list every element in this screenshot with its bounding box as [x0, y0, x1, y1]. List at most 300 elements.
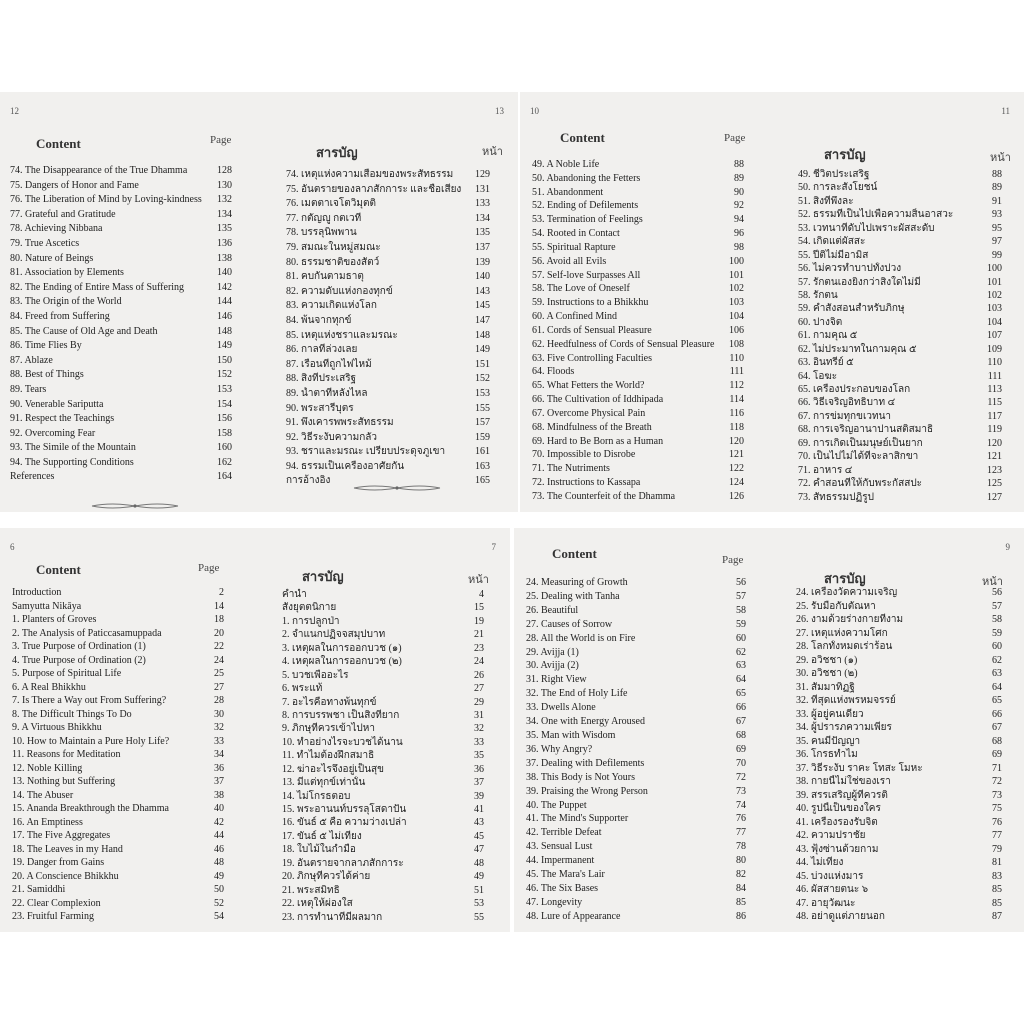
contents-entry — [796, 843, 1002, 857]
contents-entry — [12, 586, 224, 600]
entry-page-number: 80 — [736, 855, 746, 867]
entry-title: 43. Sensual Lust — [526, 841, 593, 853]
entry-page-number: 123 — [987, 464, 1002, 476]
contents-entry — [10, 398, 232, 413]
contents-entry — [282, 696, 484, 709]
entry-page-number: 113 — [987, 384, 1002, 395]
entry-title: 52. ธรรมที่เป็นไปเพื่อความสิ้นอาสวะ — [798, 209, 954, 221]
contents-entry — [10, 295, 232, 310]
entry-title: 9. A Virtuous Bhikkhu — [12, 722, 102, 734]
entry-page-number: 23 — [474, 642, 484, 654]
entry-page-number: 88 — [734, 159, 744, 170]
entry-title: 26. งามด้วยร่างกายที่งาม — [796, 614, 904, 626]
entry-page-number: 101 — [729, 269, 744, 281]
contents-entry — [286, 270, 490, 285]
entry-title: 73. The Counterfeit of the Dhamma — [532, 490, 676, 502]
entry-title: 7. Is There a Way out From Suffering? — [12, 695, 167, 707]
entry-page-number: 48 — [214, 857, 224, 869]
contents-entry — [798, 195, 1002, 208]
contents-entry — [286, 460, 490, 475]
entry-page-number: 124 — [729, 477, 744, 489]
contents-entry — [12, 775, 224, 789]
entry-title: 72. คำสอนที่ให้กับพระกัสสปะ — [798, 478, 923, 490]
contents-entry — [532, 269, 744, 283]
contents-entry — [532, 241, 744, 255]
contents-entry — [526, 799, 746, 813]
ornament-divider-icon — [90, 502, 180, 510]
entry-title: 9. ภิกษุที่ควรเข้าไปหา — [282, 723, 375, 735]
contents-entry — [526, 757, 746, 771]
entry-title: 78. บรรลุนิพพาน — [286, 227, 357, 239]
entry-title: 6. A Real Bhikkhu — [12, 681, 86, 693]
entry-page-number: 111 — [987, 370, 1002, 382]
contents-entry — [532, 296, 744, 310]
contents-entry — [532, 310, 744, 324]
entry-page-number: 82 — [736, 869, 746, 881]
entry-title: 63. Five Controlling Faculties — [532, 352, 652, 364]
contents-entry — [798, 410, 1002, 423]
entry-title: 85. The Cause of Old Age and Death — [10, 325, 158, 337]
entry-title: 2. The Analysis of Paticcasamuppada — [12, 627, 162, 639]
entry-page-number: 69 — [736, 743, 746, 755]
contents-entry — [796, 708, 1002, 722]
contents-entry — [798, 302, 1002, 315]
entry-page-number: 58 — [992, 614, 1002, 626]
entry-page-number: 155 — [475, 402, 490, 414]
contents-list — [12, 586, 224, 924]
contents-entry — [286, 285, 490, 300]
entry-page-number: 81 — [992, 857, 1002, 869]
contents-entry — [12, 897, 224, 911]
contents-entry — [12, 654, 224, 668]
entry-page-number: 65 — [992, 695, 1002, 707]
contents-entry — [282, 722, 484, 735]
entry-title: 27. เหตุแห่งความโศก — [796, 627, 888, 639]
entry-title: 38. กายนี้ไม่ใช่ของเรา — [796, 776, 891, 788]
contents-entry — [10, 441, 232, 456]
contents-heading: Content — [560, 130, 605, 145]
entry-title: 21. พระสมิทธิ — [282, 884, 340, 896]
entry-title: 78. Achieving Nibbana — [10, 223, 103, 235]
contents-entry — [796, 654, 1002, 668]
entry-title: 7. อะไรคือทางพ้นทุกข์ — [282, 696, 377, 708]
entry-page-number: 103 — [729, 297, 744, 309]
contents-entry — [12, 870, 224, 884]
book-page-13 — [252, 92, 518, 512]
contents-entry — [286, 358, 490, 373]
page-column-label: Page — [198, 562, 220, 574]
entry-title: 49. A Noble Life — [532, 159, 600, 170]
book-page-10 — [520, 92, 764, 512]
entry-page-number: 27 — [474, 683, 484, 695]
contents-entry — [286, 241, 490, 256]
page-column-label: หน้า — [990, 152, 1011, 164]
entry-page-number: 152 — [475, 373, 490, 385]
entry-title: 25. Dealing with Tanha — [526, 590, 620, 602]
entry-title: 71. อาหาร ๔ — [798, 464, 853, 476]
entry-page-number: 72 — [992, 776, 1002, 788]
entry-title: 17. ขันธ์ ๕ ไม่เที่ยง — [282, 830, 362, 842]
contents-entry — [796, 586, 1002, 600]
entry-title: 86. กาลที่ล่วงเลย — [286, 344, 358, 356]
page-column-label: Page — [210, 134, 232, 146]
entry-title: 76. เมตตาเจโตวิมุตติ — [286, 198, 376, 210]
contents-entry — [282, 709, 484, 722]
entry-page-number: 56 — [992, 587, 1002, 598]
entry-title: 64. โอฆะ — [798, 370, 838, 382]
contents-entry — [526, 743, 746, 757]
contents-entry — [532, 448, 744, 462]
contents-entry — [532, 282, 744, 296]
entry-page-number: 32 — [214, 722, 224, 734]
contents-entry — [282, 682, 484, 695]
entry-page-number: 127 — [987, 491, 1002, 503]
contents-entry — [798, 370, 1002, 383]
entry-title: 5. Purpose of Spiritual Life — [12, 668, 122, 680]
contents-entry — [286, 226, 490, 241]
entry-page-number: 140 — [217, 267, 232, 279]
entry-title: 69. Hard to Be Born as a Human — [532, 435, 664, 447]
entry-title: 25. รับมือกับตัณหา — [796, 600, 876, 612]
entry-title: 10. How to Maintain a Pure Holy Life? — [12, 735, 170, 747]
entry-page-number: 144 — [217, 296, 232, 308]
entry-page-number: 68 — [992, 735, 1002, 747]
entry-title: 34. One with Energy Aroused — [526, 716, 645, 728]
contents-entry — [798, 437, 1002, 450]
entry-page-number: 57 — [736, 590, 746, 602]
contents-list — [798, 168, 1002, 504]
entry-page-number: 59 — [992, 627, 1002, 639]
entry-page-number: 57 — [992, 600, 1002, 612]
entry-page-number: 37 — [474, 777, 484, 789]
contents-entry — [796, 775, 1002, 789]
entry-page-number: 55 — [474, 911, 484, 923]
contents-entry — [282, 884, 484, 897]
entry-title: 75. อันตรายของลาภสักการะ และชื่อเสียง — [286, 183, 462, 195]
entry-title: 45. The Mara's Lair — [526, 869, 605, 881]
entry-title: 84. Freed from Suffering — [10, 310, 110, 322]
entry-page-number: 104 — [729, 311, 744, 323]
entry-title: 53. Termination of Feelings — [532, 214, 643, 226]
page-number: 9 — [1005, 542, 1010, 552]
entry-title: 15. พระอานนท์บรรลุโสดาปัน — [282, 804, 407, 815]
entry-page-number: 121 — [729, 449, 744, 461]
entry-title: 82. ความดับแห่งกองทุกข์ — [286, 285, 393, 297]
entry-title: 54. Rooted in Contact — [532, 228, 620, 240]
contents-entry — [282, 843, 484, 856]
entry-page-number: 70 — [736, 757, 746, 769]
entry-title: 48. Lure of Appearance — [526, 910, 621, 922]
entry-page-number: 62 — [736, 646, 746, 658]
entry-title: 32. ที่สุดแห่งพรหมจรรย์ — [796, 695, 896, 707]
entry-page-number: 4 — [479, 589, 484, 600]
contents-entry — [12, 829, 224, 843]
entry-page-number: 125 — [987, 478, 1002, 490]
entry-title: 94. ธรรมเป็นเครื่องอาศัยกัน — [286, 460, 405, 472]
contents-entry — [12, 681, 224, 695]
entry-page-number: 41 — [474, 804, 484, 815]
entry-title: 56. Avoid all Evils — [532, 255, 607, 267]
contents-entry — [526, 604, 746, 618]
entry-title: 45. บ่วงแห่งมาร — [796, 870, 864, 882]
contents-entry — [12, 600, 224, 614]
contents-entry — [796, 870, 1002, 884]
entry-title: 19. Danger from Gains — [12, 857, 105, 869]
contents-entry — [526, 882, 746, 896]
entry-title: 93. ชราและมรณะ เปรียบประดุจภูเขา — [286, 446, 446, 458]
entry-title: 93. The Simile of the Mountain — [10, 442, 136, 454]
contents-entry — [798, 276, 1002, 289]
entry-page-number: 49 — [474, 871, 484, 883]
entry-page-number: 163 — [475, 460, 490, 472]
entry-page-number: 75 — [992, 803, 1002, 815]
entry-page-number: 100 — [987, 263, 1002, 275]
contents-list — [796, 586, 1002, 924]
entry-page-number: 73 — [736, 785, 746, 797]
contents-entry — [10, 470, 232, 485]
contents-heading: Content — [36, 562, 81, 577]
entry-title: 44. ไม่เที่ยง — [796, 857, 844, 869]
entry-title: 58. The Love of Oneself — [532, 283, 630, 295]
book-page-12 — [0, 92, 252, 512]
entry-title: 47. Longevity — [526, 896, 583, 908]
entry-page-number: 44 — [214, 830, 224, 842]
entry-title: 26. Beautiful — [526, 604, 579, 616]
entry-page-number: 122 — [729, 463, 744, 475]
entry-title: Samyutta Nikāya — [12, 600, 82, 612]
entry-page-number: 109 — [987, 343, 1002, 355]
entry-page-number: 102 — [729, 283, 744, 295]
entry-title: 11. Reasons for Meditation — [12, 749, 121, 761]
contents-entry — [796, 640, 1002, 654]
entry-page-number: 27 — [214, 681, 224, 693]
entry-page-number: 28 — [214, 695, 224, 707]
entry-page-number: 85 — [736, 896, 746, 908]
entry-page-number: 153 — [475, 387, 490, 399]
contents-entry — [526, 715, 746, 729]
entry-page-number: 72 — [736, 771, 746, 783]
entry-title: 81. คบกันตามธาตุ — [286, 271, 364, 283]
entry-title: 39. Praising the Wrong Person — [526, 785, 648, 797]
entry-title: 59. คำสั่งสอนสำหรับภิกษุ — [798, 303, 905, 315]
contents-entry — [798, 181, 1002, 194]
entry-title: 3. True Purpose of Ordination (1) — [12, 641, 146, 653]
entry-page-number: 77 — [736, 827, 746, 839]
page-number: 6 — [10, 542, 15, 552]
entry-title: 42. ความปราชัย — [796, 830, 866, 842]
entry-title: 76. The Liberation of Mind by Loving-kindness — [10, 194, 202, 206]
entry-title: 89. Tears — [10, 383, 47, 395]
entry-title: 11. ทำไมต้องฝึกสมาธิ — [282, 750, 375, 762]
entry-page-number: 159 — [475, 431, 490, 443]
contents-entry — [12, 613, 224, 627]
entry-title: 91. Respect the Teachings — [10, 413, 115, 425]
entry-title: 62. ไม่ประมาทในกามคุณ ๕ — [798, 343, 917, 355]
entry-title: 69. การเกิดเป็นมนุษย์เป็นยาก — [798, 437, 923, 449]
contents-entry — [282, 816, 484, 829]
entry-title: 92. Overcoming Fear — [10, 427, 96, 439]
entry-page-number: 73 — [992, 789, 1002, 801]
entry-page-number: 62 — [992, 654, 1002, 666]
entry-title: 88. สิ่งที่ประเสริฐ — [286, 373, 357, 385]
contents-entry — [12, 694, 224, 708]
entry-page-number: 30 — [214, 708, 224, 720]
book-page-6 — [0, 528, 246, 932]
entry-title: 87. เรือนที่ถูกไฟไหม้ — [286, 358, 372, 370]
entry-page-number: 83 — [992, 870, 1002, 882]
contents-entry — [798, 464, 1002, 477]
contents-entry — [286, 183, 490, 198]
entry-title: 68. Mindfulness of the Breath — [532, 421, 652, 433]
entry-page-number: 131 — [475, 183, 490, 195]
contents-entry — [532, 352, 744, 366]
entry-title: 13. Nothing but Suffering — [12, 776, 116, 788]
entry-page-number: 60 — [736, 632, 746, 644]
entry-title: 59. Instructions to a Bhikkhu — [532, 297, 649, 309]
contents-entry — [798, 383, 1002, 396]
contents-entry — [286, 431, 490, 446]
entry-title: 74. The Disappearance of the True Dhamma — [10, 165, 188, 176]
contents-entry — [10, 456, 232, 471]
entry-title: 80. Nature of Beings — [10, 252, 94, 264]
entry-page-number: 85 — [992, 897, 1002, 909]
contents-heading: สารบัญ — [824, 571, 866, 586]
entry-page-number: 135 — [475, 227, 490, 239]
entry-page-number: 112 — [729, 380, 744, 392]
book-page-8 — [514, 528, 764, 932]
entry-title: References — [10, 471, 55, 483]
contents-entry — [796, 762, 1002, 776]
entry-title: 58. รักตน — [798, 289, 838, 301]
entry-title: 35. คนมีปัญญา — [796, 735, 861, 747]
contents-entry — [798, 423, 1002, 436]
entry-title: Introduction — [12, 587, 62, 598]
contents-entry — [532, 421, 744, 435]
entry-title: 36. โกรธทำไม — [796, 749, 858, 761]
entry-title: 57. Self-love Surpasses All — [532, 269, 641, 281]
entry-page-number: 63 — [992, 668, 1002, 680]
entry-page-number: 35 — [474, 750, 484, 762]
entry-page-number: 45 — [474, 830, 484, 842]
entry-page-number: 33 — [214, 735, 224, 747]
contents-entry — [532, 172, 744, 186]
entry-title: 35. Man with Wisdom — [526, 729, 616, 741]
entry-title: 79. True Ascetics — [10, 237, 80, 249]
entry-page-number: 42 — [214, 816, 224, 828]
ornament-divider-icon — [352, 484, 442, 492]
entry-page-number: 25 — [214, 668, 224, 680]
entry-title: 2. จำแนกปฏิจจสมุปบาท — [282, 629, 386, 641]
entry-page-number: 79 — [992, 843, 1002, 855]
entry-page-number: 53 — [474, 898, 484, 910]
entry-page-number: 145 — [475, 300, 490, 312]
contents-entry — [10, 427, 232, 442]
contents-entry — [798, 316, 1002, 329]
entry-title: 83. ความเกิดแห่งโลก — [286, 300, 377, 312]
entry-title: 91. พึงเคารพพระสัทธรรม — [286, 417, 394, 429]
entry-page-number: 19 — [474, 615, 484, 627]
entry-page-number: 110 — [729, 352, 744, 364]
entry-page-number: 76 — [736, 813, 746, 825]
entry-title: 20. A Conscience Bhikkhu — [12, 870, 119, 882]
contents-list — [286, 168, 490, 489]
contents-entry — [796, 829, 1002, 843]
entry-title: 23. Fruitful Farming — [12, 911, 94, 923]
contents-entry — [532, 213, 744, 227]
entry-title: 40. รูปนี้เป็นของใคร — [796, 803, 881, 815]
entry-title: 94. The Supporting Conditions — [10, 456, 134, 468]
entry-page-number: 26 — [474, 669, 484, 681]
contents-entry — [10, 193, 232, 208]
contents-entry — [10, 310, 232, 325]
contents-entry — [798, 262, 1002, 275]
contents-entry — [526, 673, 746, 687]
entry-title: 79. สมณะในหมู่สมณะ — [286, 241, 381, 253]
entry-page-number: 14 — [214, 600, 224, 612]
contents-entry — [526, 687, 746, 701]
contents-entry — [798, 168, 1002, 181]
entry-title: 60. ปางจิต — [798, 316, 843, 328]
entry-title: 83. The Origin of the World — [10, 296, 122, 308]
entry-title: 37. วิธีระงับ ราคะ โทสะ โมหะ — [796, 762, 923, 774]
entry-page-number: 118 — [729, 421, 744, 433]
contents-entry — [796, 735, 1002, 749]
contents-entry — [282, 601, 484, 614]
contents-entry — [12, 721, 224, 735]
entry-page-number: 60 — [992, 641, 1002, 653]
entry-page-number: 24 — [214, 654, 224, 666]
contents-entry — [282, 655, 484, 668]
contents-entry — [532, 435, 744, 449]
entry-title: 3. เหตุผลในการออกบวช (๑) — [282, 642, 402, 654]
contents-entry — [10, 252, 232, 267]
entry-page-number: 40 — [214, 803, 224, 815]
entry-page-number: 121 — [987, 451, 1002, 463]
contents-entry — [532, 490, 744, 504]
entry-title: 16. ขันธ์ ๕ คือ ความว่างเปล่า — [282, 817, 407, 829]
contents-entry — [12, 910, 224, 924]
entry-page-number: 69 — [992, 749, 1002, 761]
contents-entry — [526, 659, 746, 673]
entry-page-number: 133 — [475, 198, 490, 210]
entry-page-number: 147 — [475, 314, 490, 326]
entry-page-number: 162 — [217, 456, 232, 468]
entry-title: 77. กตัญญู กตเวที — [286, 212, 362, 224]
page-number: 7 — [491, 542, 496, 552]
entry-title: 56. ไม่ควรทำบาปทั้งปวง — [798, 263, 902, 275]
entry-page-number: 129 — [475, 169, 490, 180]
contents-entry — [286, 197, 490, 212]
entry-title: 67. Overcome Physical Pain — [532, 407, 646, 419]
contents-entry — [10, 412, 232, 427]
entry-title: 34. ผู้ปรารภความเพียร — [796, 722, 892, 734]
entry-page-number: 43 — [474, 817, 484, 829]
entry-page-number: 68 — [736, 729, 746, 741]
entry-title: 87. Ablaze — [10, 354, 53, 366]
entry-title: 17. The Five Aggregates — [12, 830, 111, 842]
entry-page-number: 128 — [217, 165, 232, 176]
entry-title: 92. วิธีระงับความกลัว — [286, 431, 378, 443]
entry-title: 90. พระสารีบุตร — [286, 402, 354, 414]
entry-title: 32. The End of Holy Life — [526, 688, 628, 700]
entry-title: 6. พระแท้ — [282, 683, 323, 695]
contents-entry — [532, 338, 744, 352]
contents-entry — [796, 802, 1002, 816]
entry-page-number: 29 — [474, 696, 484, 708]
entry-page-number: 160 — [217, 442, 232, 454]
entry-title: 86. Time Flies By — [10, 340, 82, 352]
entry-title: 70. Impossible to Disrobe — [532, 449, 636, 461]
